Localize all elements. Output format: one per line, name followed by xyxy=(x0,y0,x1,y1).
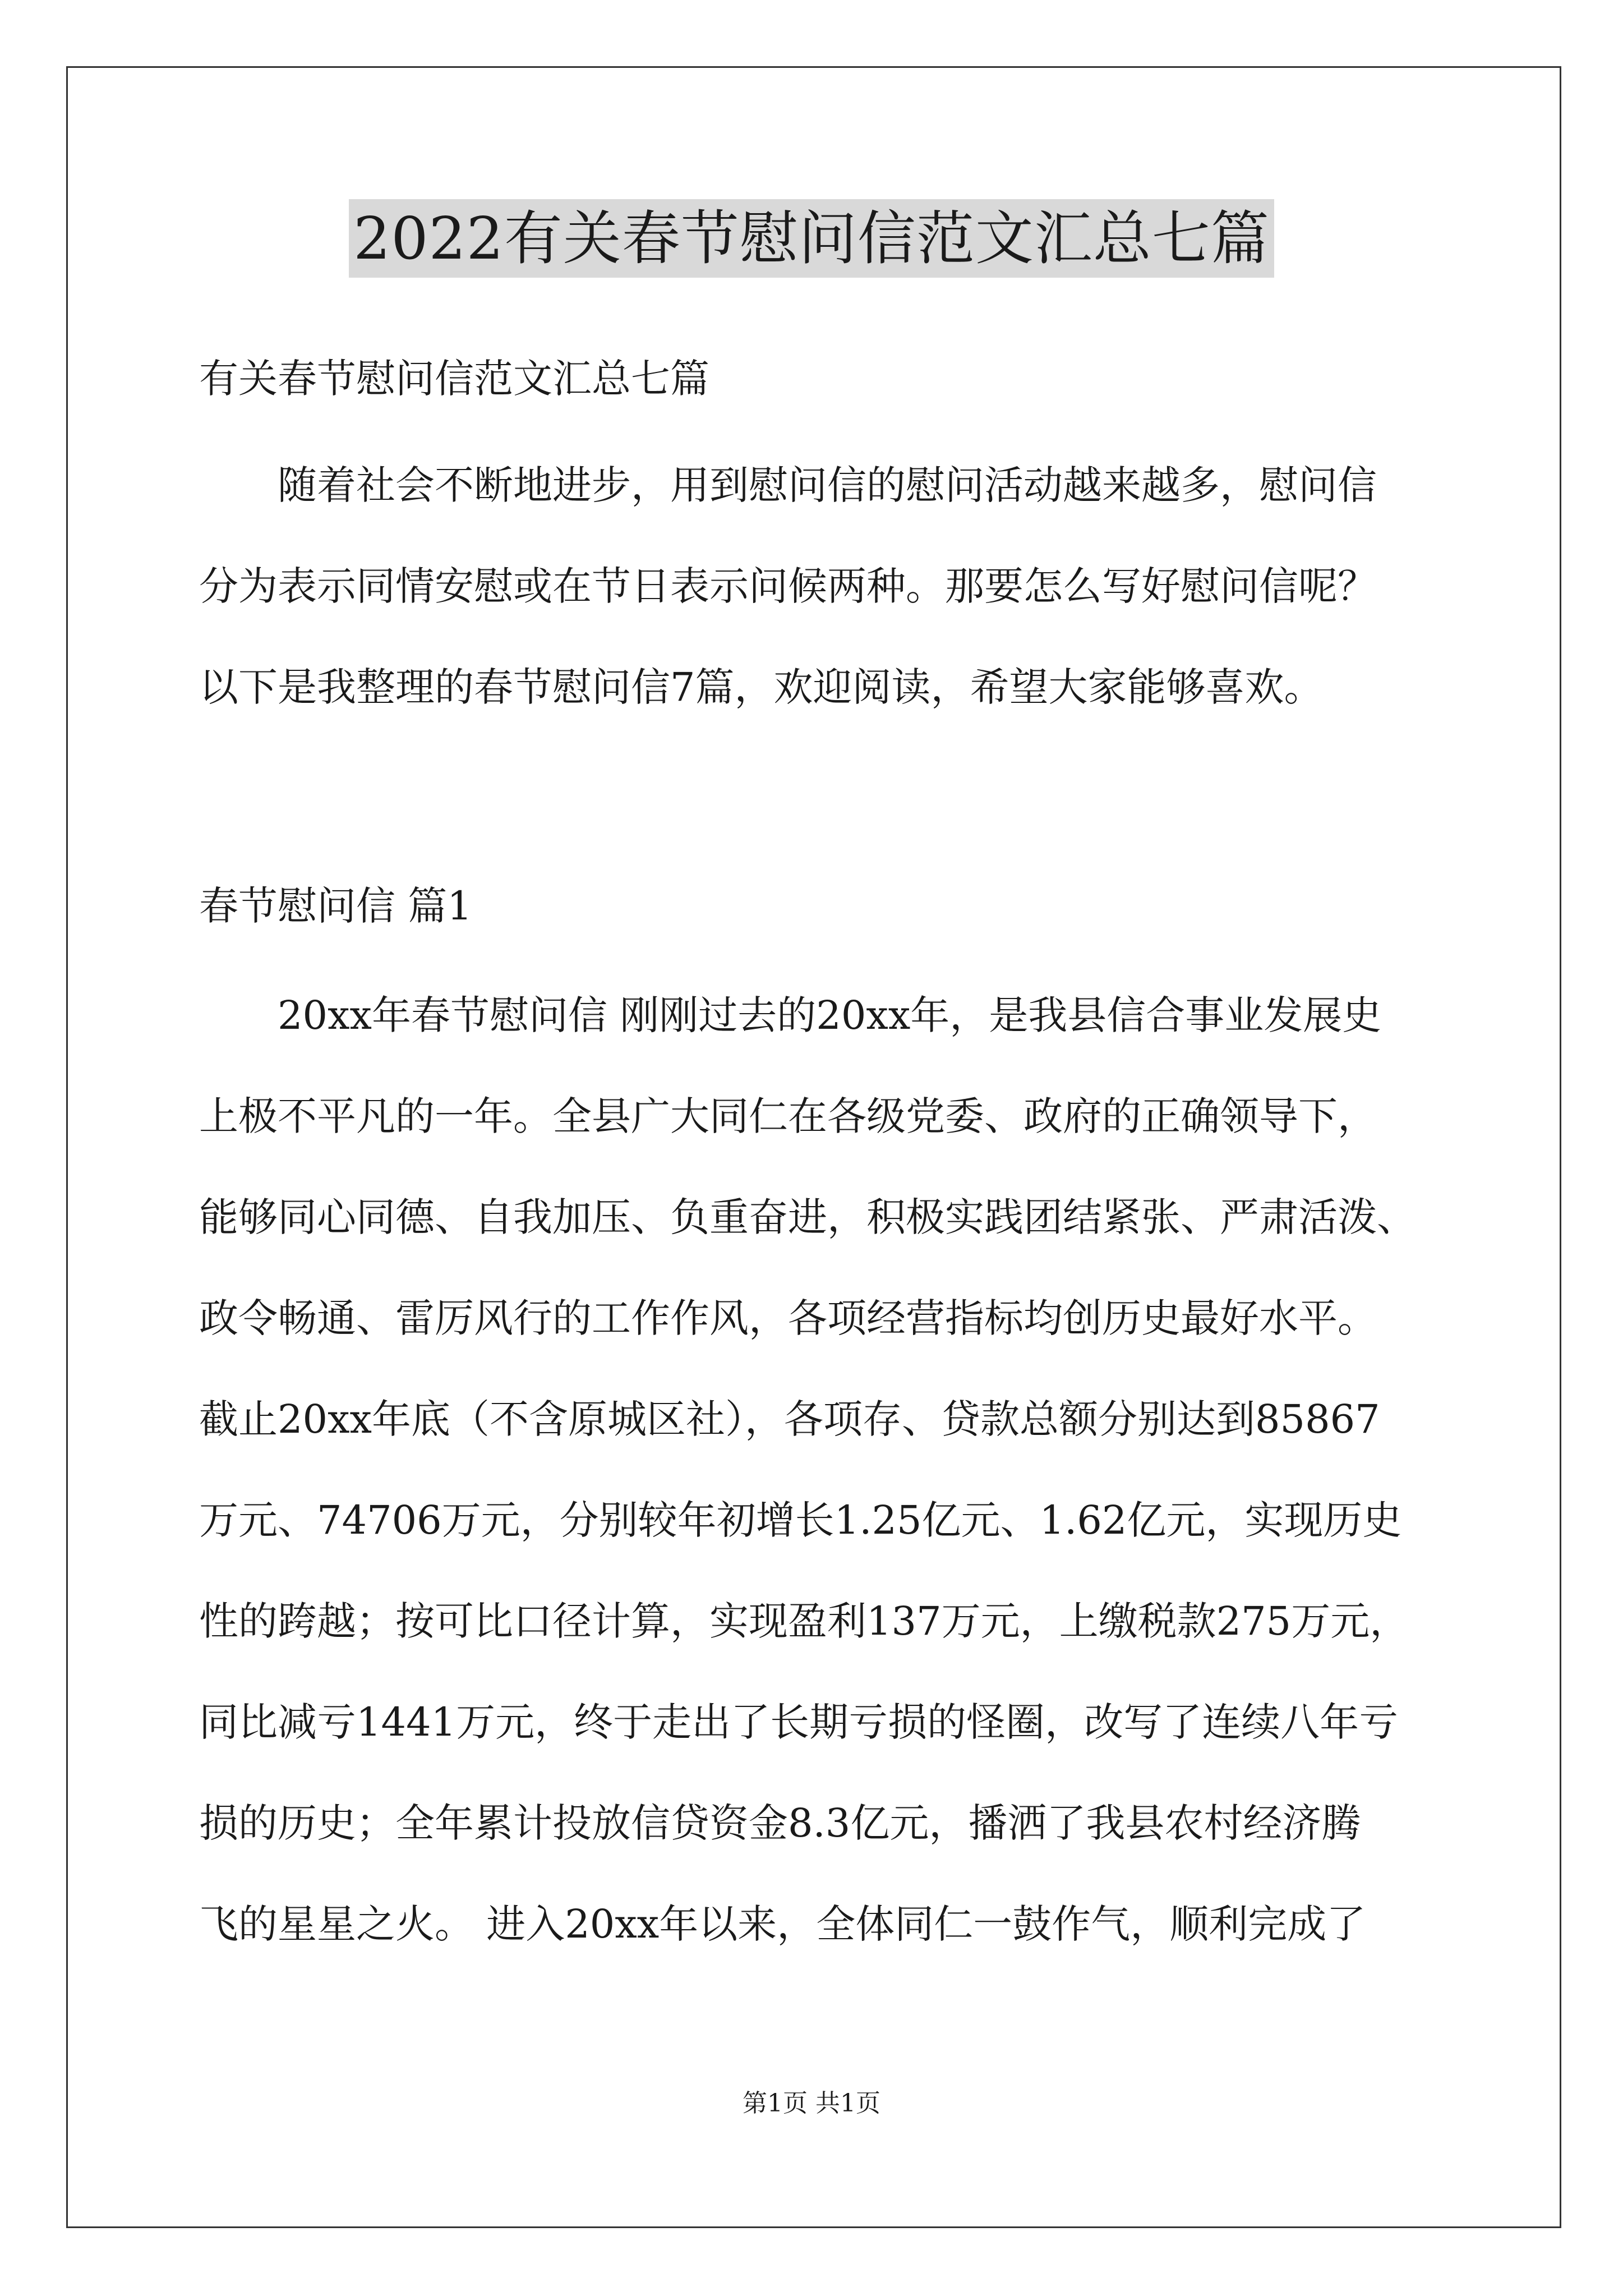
document-subtitle: 有关春节慰问信范文汇总七篇 xyxy=(199,356,709,402)
body-line: 能够同心同德、自我加压、负重奋进，积极实践团结紧张、严肃活泼、 xyxy=(199,1194,1416,1240)
document-title: 2022有关春节慰问信范文汇总七篇 xyxy=(349,199,1274,278)
body-line: 截止20xx年底（不含原城区社），各项存、贷款总额分别达到85867 xyxy=(199,1396,1380,1442)
intro-line: 以下是我整理的春节慰问信7篇，欢迎阅读，希望大家能够喜欢。 xyxy=(199,664,1324,710)
body-line: 万元、74706万元，分别较年初增长1.25亿元、1.62亿元，实现历史 xyxy=(199,1497,1402,1543)
intro-line: 随着社会不断地进步，用到慰问信的慰问活动越来越多，慰问信 xyxy=(278,462,1377,508)
title-container xyxy=(0,199,1623,278)
body-line: 政令畅通、雷厉风行的工作作风，各项经营指标均创历史最好水平。 xyxy=(199,1295,1377,1341)
body-line: 性的跨越；按可比口径计算，实现盈利137万元，上缴税款275万元， xyxy=(199,1598,1409,1644)
page-footer: 第1页 共1页 xyxy=(743,2089,880,2118)
section-heading: 春节慰问信 篇1 xyxy=(199,883,472,929)
intro-line: 分为表示同情安慰或在节日表示问候两种。那要怎么写好慰问信呢？ xyxy=(199,563,1377,609)
body-line: 上极不平凡的一年。全县广大同仁在各级党委、政府的正确领导下， xyxy=(199,1093,1377,1139)
body-line: 同比减亏1441万元，终于走出了长期亏损的怪圈，改写了连续八年亏 xyxy=(199,1699,1399,1745)
body-line: 20xx年春节慰问信 刚刚过去的20xx年，是我县信合事业发展史 xyxy=(278,992,1382,1038)
body-line: 飞的星星之火。 进入20xx年以来，全体同仁一鼓作气，顺利完成了 xyxy=(199,1901,1366,1947)
body-line: 损的历史；全年累计投放信贷资金8.3亿元，播洒了我县农村经济腾 xyxy=(199,1800,1361,1846)
